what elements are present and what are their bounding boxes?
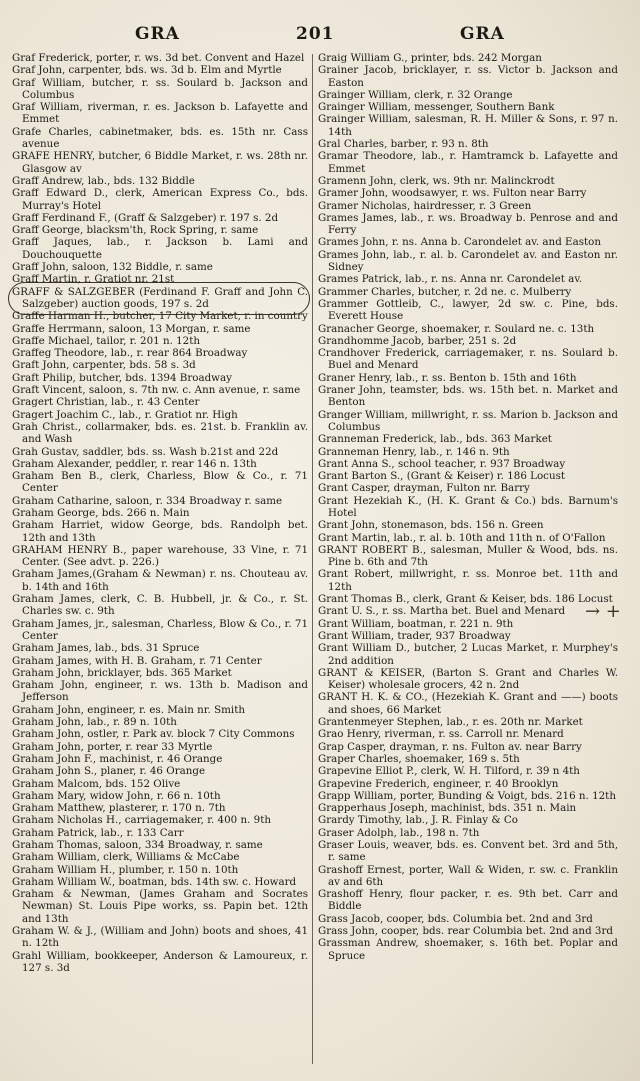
right-column: [318, 52, 618, 962]
directory-entry: Graser Louis, weaver, bds. es. Convent bet. 3rd and 5th, r. same: [318, 839, 618, 864]
directory-entry: Grantenmeyer Stephen, lab., r. es. 20th nr. Market: [318, 716, 583, 729]
directory-entry: Granger William, millwright, r. ss. Marion b. Jackson and Columbus: [318, 408, 618, 433]
directory-entry: Graham John S., planer, r. 46 Orange: [12, 765, 206, 778]
directory-entry: Graham Matthew, plasterer, r. 170 n. 7th: [12, 802, 226, 815]
directory-entry: Graff Martin, r. Gratiot nr. 21st: [12, 273, 175, 286]
directory-entry: Graft Philip, butcher, bds. 1394 Broadway: [12, 371, 232, 384]
directory-entry: Grao Henry, riverman, r. ss. Carroll nr. Menard: [318, 728, 564, 741]
directory-entry: GRANT ROBERT B., salesman, Muller & Wood, bds. ns. Pine b. 6th and 7th: [318, 543, 618, 569]
directory-entry: Gramar Theodore, lab., r. Hamtramck b. Lafayette and Emmet: [318, 150, 618, 175]
directory-entry: Grainger William, messenger, Southern Bank: [318, 101, 555, 114]
left-column: [12, 52, 308, 974]
header-right-guide-word: GRA: [460, 24, 505, 44]
directory-entry: Grahl William, bookkeeper, Anderson & Lamoureux, r. 127 s. 3d: [12, 949, 308, 974]
directory-entry: Graham John, lab., r. 89 n. 10th: [12, 716, 177, 729]
directory-entry: Graffe Harman H., butcher, 17 City Market, r. in country: [12, 310, 308, 323]
directory-entry: Gramer Nicholas, hairdresser, r. 3 Green: [318, 199, 532, 212]
directory-entry: Grames John, r. ns. Anna b. Carondelet av. and Easton: [318, 236, 601, 249]
directory-entry: Grandhomme Jacob, barber, 251 s. 2d: [318, 334, 517, 347]
directory-entry: Graham Catharine, saloon, r. 334 Broadway r. same: [12, 494, 283, 507]
directory-entry: Gragert Christian, lab., r. 43 Center: [12, 396, 200, 409]
directory-entry: Granneman Frederick, lab., bds. 363 Market: [318, 433, 552, 446]
directory-entry: Graham William, clerk, Williams & McCabe: [12, 851, 240, 864]
directory-entry: Grames John, lab., r. al. b. Carondelet av. and Easton nr. Sidney: [318, 248, 618, 274]
directory-entry: Graham Harriet, widow George, bds. Randolph bet. 12th and 13th: [12, 519, 308, 544]
directory-entry: Grapperhaus Joseph, machinist, bds. 351 n. Main: [318, 802, 577, 815]
directory-entry: Grant Martin, lab., r. al. b. 10th and 11th n. of O'Fallon: [318, 531, 606, 544]
directory-entry: Graham Malcom, bds. 152 Olive: [12, 777, 181, 790]
page-number: 201: [296, 24, 335, 44]
directory-entry: Graner John, teamster, bds. ws. 15th bet. n. Market and Benton: [318, 384, 618, 409]
directory-entry: Graff John, saloon, 132 Biddle, r. same: [12, 261, 213, 274]
directory-entry: Graham Nicholas H., carriagemaker, r. 400 n. 9th: [12, 814, 271, 827]
directory-entry: Granneman Henry, lab., r. 146 n. 9th: [318, 445, 510, 458]
directory-entry: Graham James, clerk, C. B. Hubbell, jr. & Co., r. St. Charles sw. c. 9th: [12, 593, 308, 618]
directory-entry: Grant Thomas B., clerk, Grant & Keiser, bds. 186 Locust: [318, 593, 613, 606]
directory-entry: Grant William D., butcher, 2 Lucas Market, r. Murphey's 2nd addition: [318, 642, 618, 667]
directory-entry: Graham & Newman, (James Graham and Socrates Newman) St. Louis Pipe works, ss. Papin bet. 12th and 13th: [12, 888, 308, 925]
directory-entry: Graig William G., printer, bds. 242 Morgan: [318, 52, 542, 64]
directory-entry: Grames James, lab., r. ws. Broadway b. Penrose and and Ferry: [318, 211, 618, 237]
directory-entry: Gragert Joachim C., lab., r. Gratiot nr. High: [12, 408, 238, 421]
directory-entry: GRAFE HENRY, butcher, 6 Biddle Market, r. ws. 28th nr. Glasgow av: [12, 150, 308, 175]
directory-entry: Grant Robert, millwright, r. ss. Monroe bet. 11th and 12th: [318, 568, 618, 593]
handwritten-arrow-mark: → +: [585, 601, 621, 622]
directory-entry: Grant William, trader, 937 Broadway: [318, 629, 511, 642]
directory-entry: Graham James,(Graham & Newman) r. ns. Chouteau av. b. 14th and 16th: [12, 568, 308, 593]
directory-entry: Grass Jacob, cooper, bds. Columbia bet. 2nd and 3rd: [318, 912, 593, 925]
directory-entry: Grammer Charles, butcher, r. 2d ne. c. Mulberry: [318, 285, 572, 298]
directory-entry: Graham Patrick, lab., r. 133 Carr: [12, 826, 184, 839]
directory-entry: Graham Ben B., clerk, Charless, Blow & Co., r. 71 Center: [12, 470, 308, 495]
directory-entry: Graham John, engineer, r. ws. 13th b. Madison and Jefferson: [12, 679, 308, 704]
directory-entry: Graham James, lab., bds. 31 Spruce: [12, 642, 200, 655]
directory-entry: Graham James, jr., salesman, Charless, Blow & Co., r. 71 Center: [12, 617, 308, 642]
directory-entry: Granacher George, shoemaker, r. Soulard ne. c. 13th: [318, 322, 595, 335]
directory-entry: Gramer John, woodsawyer, r. ws. Fulton near Barry: [318, 187, 587, 200]
directory-entry: Grammer Gottleib, C., lawyer, 2d sw. c. Pine, bds. Everett House: [318, 297, 618, 323]
directory-entry: Graffeg Theodore, lab., r. rear 864 Broadway: [12, 347, 248, 360]
directory-entry: Grapevine Frederich, engineer, r. 40 Brooklyn: [318, 777, 559, 790]
directory-entry: Graham John, engineer, r. es. Main nr. Smith: [12, 703, 245, 716]
directory-entry: Gramenn John, clerk, ws. 9th nr. Malinckrodt: [318, 174, 555, 187]
directory-entry: Grainger William, clerk, r. 32 Orange: [318, 88, 513, 101]
directory-entry: Graham John, porter, r. rear 33 Myrtle: [12, 740, 213, 753]
directory-entry: Crandhover Frederick, carriagemaker, r. ns. Soulard b. Buel and Menard: [318, 347, 618, 372]
directory-entry: Grant Anna S., school teacher, r. 937 Broadway: [318, 457, 566, 470]
directory-entry: Graff Andrew, lab., bds. 132 Biddle: [12, 174, 195, 187]
directory-entry: Grashoff Henry, flour packer, r. es. 9th bet. Carr and Biddle: [318, 888, 618, 913]
directory-entry: Grant Barton S., (Grant & Keiser) r. 186 Locust: [318, 470, 566, 483]
directory-entry: Graff George, blacksm'th, Rock Spring, r. same: [12, 224, 259, 237]
directory-entry: Graham James, with H. B. Graham, r. 71 Center: [12, 654, 262, 667]
directory-entry: GRAHAM HENRY B., paper warehouse, 33 Vine, r. 71 Center. (See advt. p. 226.): [12, 543, 308, 569]
directory-entry: GRANT H. K. & CO., (Hezekiah K. Grant and ——) boots and shoes, 66 Market: [318, 691, 618, 716]
directory-entry: Graft John, carpenter, bds. 58 s. 3d: [12, 359, 196, 372]
directory-entry: Grainer Jacob, bricklayer, r. ss. Victor b. Jackson and Easton: [318, 64, 618, 89]
directory-entry: Graff Jaques, lab., r. Jackson b. Lami and Douchouquette: [12, 236, 308, 261]
directory-entry: Graham William W., boatman, bds. 14th sw. c. Howard: [12, 875, 297, 888]
column-divider: [312, 54, 313, 1064]
header-left-guide-word: GRA: [135, 24, 180, 44]
directory-entry: Graser Adolph, lab., 198 n. 7th: [318, 826, 480, 839]
directory-entry: Graf Frederick, porter, r. ws. 3d bet. Convent and Hazel: [12, 52, 305, 64]
directory-entry: Grah Christ., collarmaker, bds. es. 21st. b. Franklin av. and Wash: [12, 420, 308, 446]
directory-entry: Grames Patrick, lab., r. ns. Anna nr. Carondelet av.: [318, 273, 583, 286]
directory-entry: Graf John, carpenter, bds. ws. 3d b. Elm and Myrtle: [12, 64, 282, 77]
directory-entry: GRAFF & SALZGEBER (Ferdinand F. Graff and John C. Salzgeber) auction goods, 197 s. 2d: [12, 285, 308, 310]
directory-entry: Graham William H., plumber, r. 150 n. 10th: [12, 863, 239, 876]
directory-entry: Graft Vincent, saloon, s. 7th nw. c. Ann avenue, r. same: [12, 384, 301, 397]
directory-entry: Graner Henry, lab., r. ss. Benton b. 15th and 16th: [318, 371, 577, 384]
directory-entry: Gral Charles, barber, r. 93 n. 8th: [318, 138, 489, 151]
directory-entry: Grafe Charles, cabinetmaker, bds. es. 15th nr. Cass avenue: [12, 125, 308, 151]
directory-entry: Graper Charles, shoemaker, 169 s. 5th: [318, 752, 520, 765]
directory-entry: Grap Casper, drayman, r. ns. Fulton av. near Barry: [318, 740, 582, 753]
directory-entry: Graham John F., machinist, r. 46 Orange: [12, 752, 223, 765]
directory-entry: Grapp William, porter, Bunding & Voigt, bds. 216 n. 12th: [318, 789, 616, 802]
directory-entry: Graff Edward D., clerk, American Express Co., bds. Murray's Hotel: [12, 187, 308, 212]
directory-entry: Graham Alexander, peddler, r. rear 146 n. 13th: [12, 457, 257, 470]
directory-entry: Grassman Andrew, shoemaker, s. 16th bet. Poplar and Spruce: [318, 937, 618, 962]
page-header: [0, 24, 640, 48]
directory-entry: Grashoff Ernest, porter, Wall & Widen, r. sw. c. Franklin av and 6th: [318, 863, 618, 888]
directory-entry: Graham John, bricklayer, bds. 365 Market: [12, 666, 232, 679]
directory-entry: Grant John, stonemason, bds. 156 n. Green: [318, 519, 544, 532]
directory-entry: Graham John, ostler, r. Park av. block 7 City Commons: [12, 728, 295, 741]
directory-entry: Graffe Herrmann, saloon, 13 Morgan, r. same: [12, 322, 251, 335]
directory-entry: Grah Gustav, saddler, bds. ss. Wash b.21st and 22d: [12, 445, 279, 458]
directory-entry: GRANT & KEISER, (Barton S. Grant and Charles W. Keiser) wholesale grocers, 42 n. 2nd: [318, 666, 618, 692]
directory-entry: Grass John, cooper, bds. rear Columbia bet. 2nd and 3rd: [318, 925, 613, 938]
directory-entry: Grant William, boatman, r. 221 n. 9th: [318, 617, 514, 630]
directory-entry: Graf William, riverman, r. es. Jackson b. Lafayette and Emmet: [12, 101, 308, 126]
directory-entry: Graham Thomas, saloon, 334 Broadway, r. same: [12, 839, 263, 851]
directory-entry: Grant Casper, drayman, Fulton nr. Barry: [318, 482, 530, 495]
directory-entry: Grardy Timothy, lab., J. R. Finlay & Co: [318, 814, 518, 827]
directory-entry: Graffe Michael, tailor, r. 201 n. 12th: [12, 334, 200, 347]
directory-entry: Graham Mary, widow John, r. 66 n. 10th: [12, 789, 221, 802]
directory-entry: Graham George, bds. 266 n. Main: [12, 506, 190, 519]
directory-entry: Grant Hezekiah K., (H. K. Grant & Co.) bds. Barnum's Hotel: [318, 494, 618, 519]
directory-entry: Grapevine Elliot P., clerk, W. H. Tilford, r. 39 n 4th: [318, 765, 580, 778]
directory-entry: Grainger William, salesman, R. H. Miller & Sons, r. 97 n. 14th: [318, 113, 618, 138]
directory-entry: Graham W. & J., (William and John) boots and shoes, 41 n. 12th: [12, 925, 308, 950]
directory-entry: Graff Ferdinand F., (Graff & Salzgeber) r. 197 s. 2d: [12, 211, 279, 224]
directory-entry: Graf William, butcher, r. ss. Soulard b. Jackson and Columbus: [12, 76, 308, 101]
directory-entry: Grant U. S., r. ss. Martha bet. Buel and Menard: [318, 605, 566, 618]
